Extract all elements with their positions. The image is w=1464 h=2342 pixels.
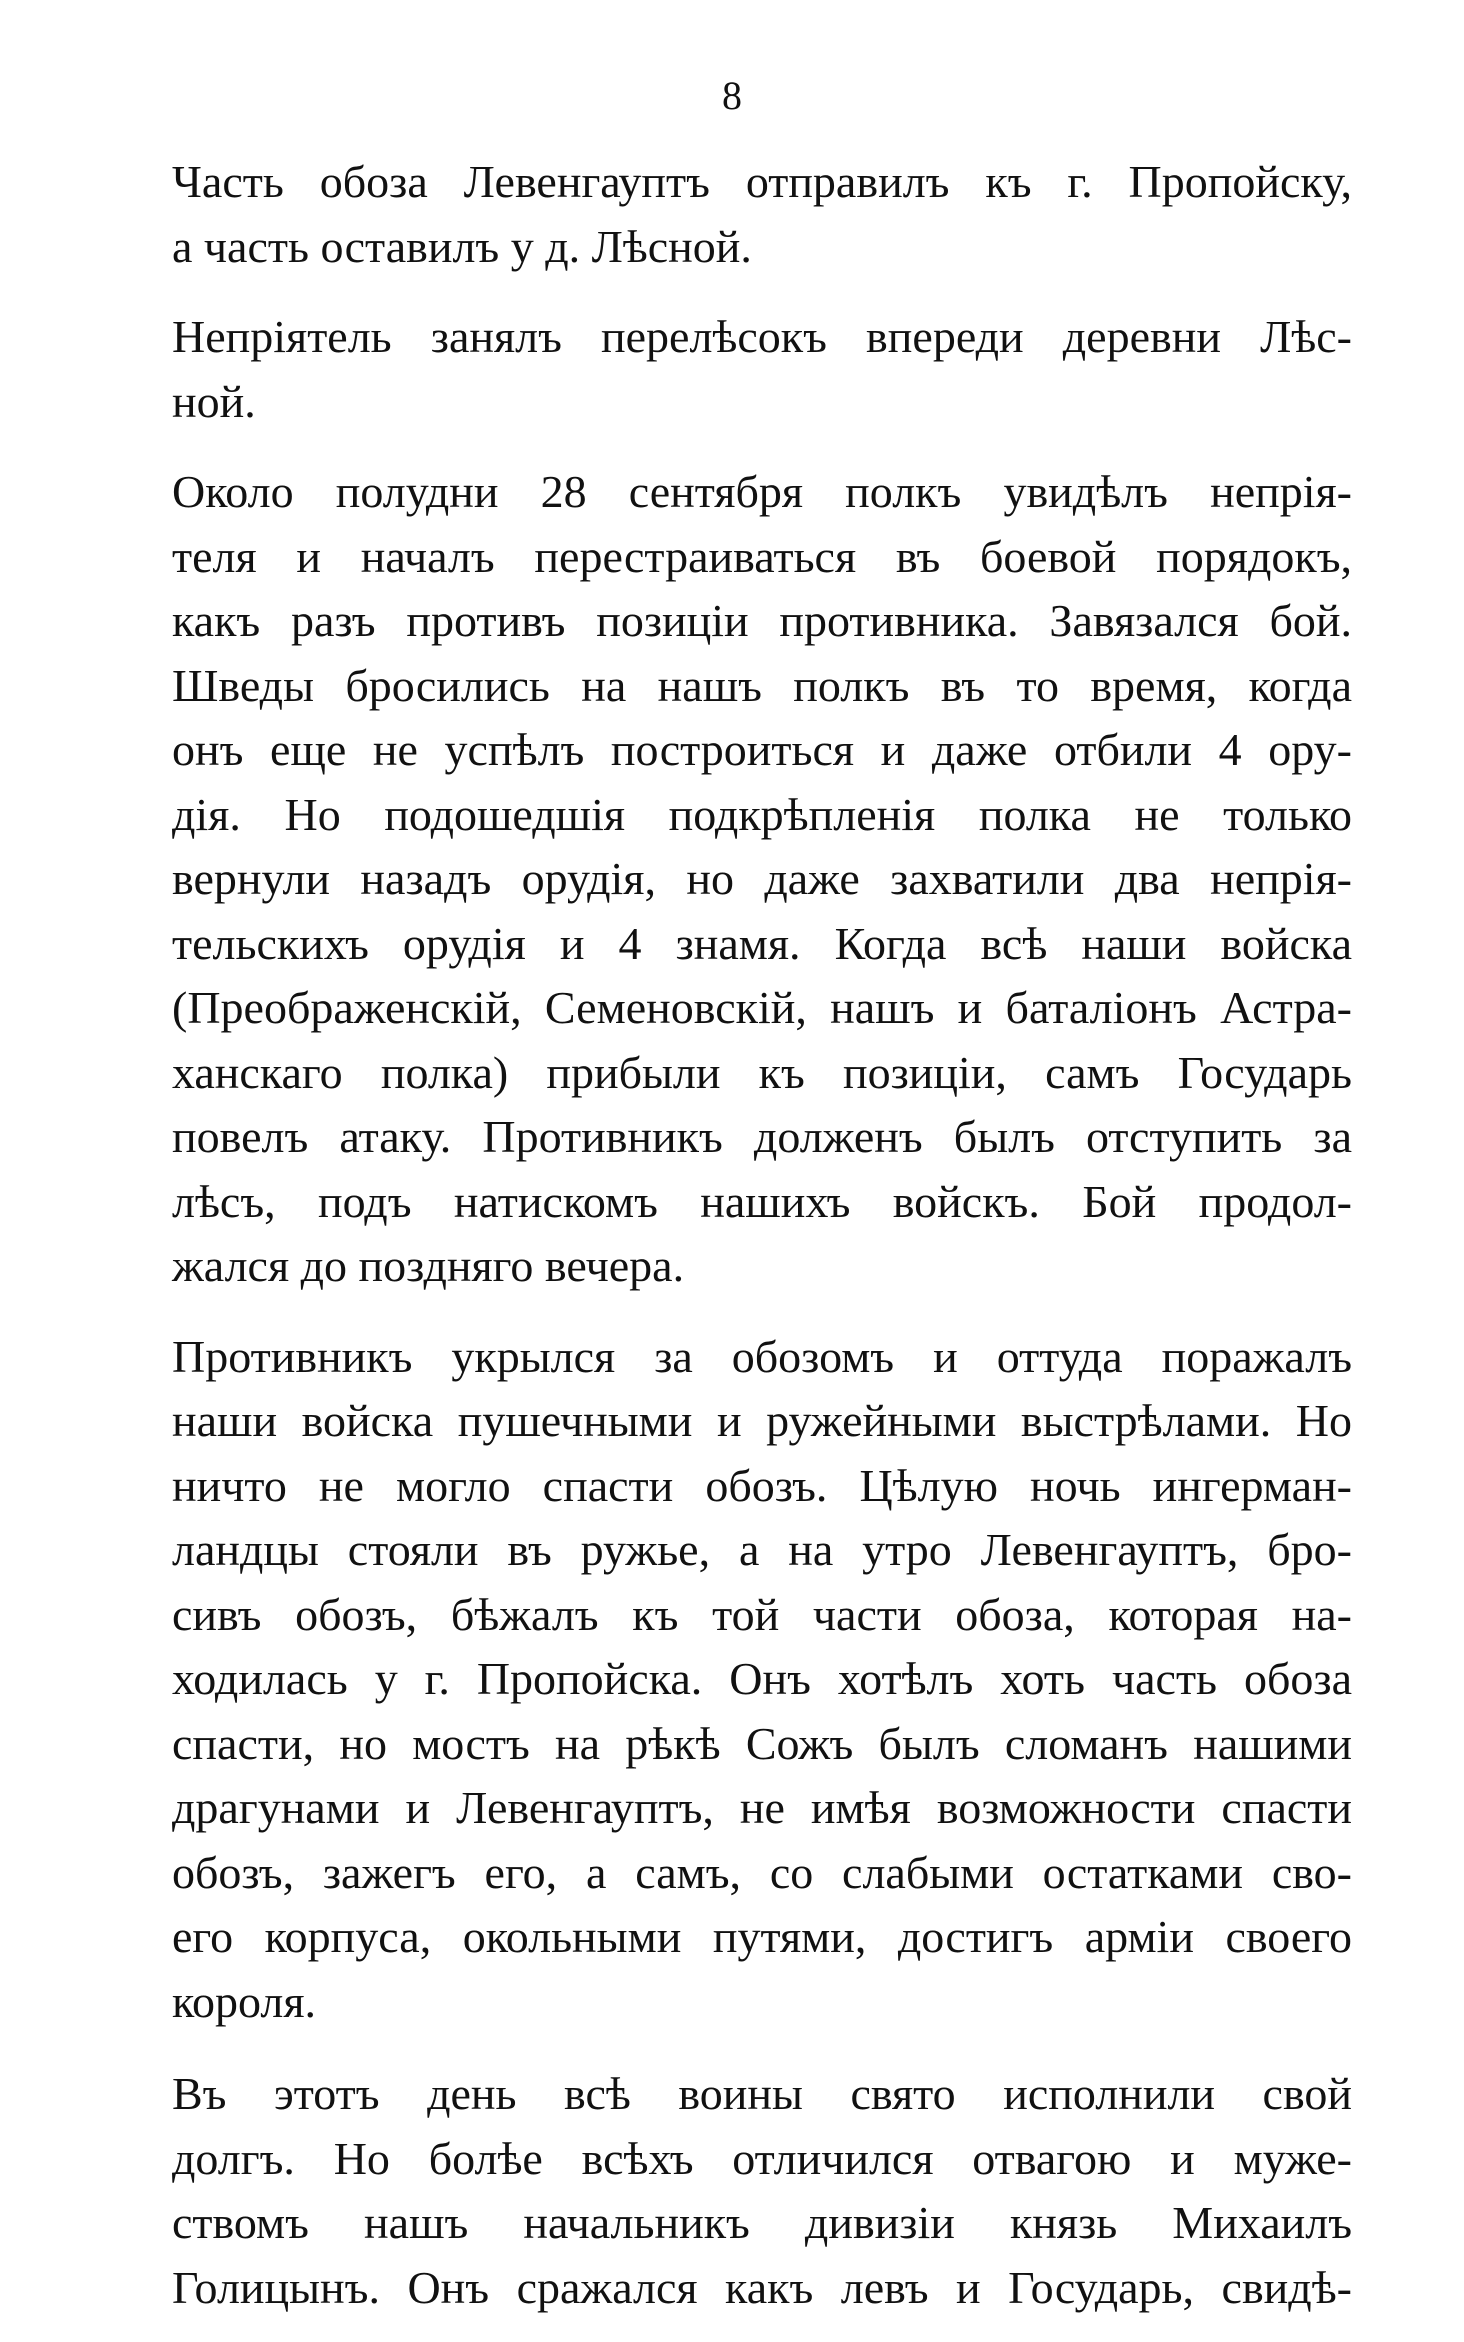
- text-line: вернули назадъ орудія, но даже захватили два непрія-: [172, 853, 1352, 904]
- paragraph-4: [172, 1325, 1352, 2035]
- text-line: Противникъ укрылся за обозомъ и оттуда поражалъ: [172, 1330, 1352, 1382]
- text-line: Въ этотъ день всѣ воины свято исполнили свой: [172, 2068, 1352, 2119]
- text-line: спасти, но мостъ на рѣкѣ Сожъ былъ сломанъ нашими: [172, 1717, 1352, 1769]
- paragraph-5: [172, 2062, 1352, 2320]
- paragraph-3: [172, 460, 1352, 1299]
- text-line: онъ еще не успѣлъ построиться и даже отбили 4 ору-: [172, 724, 1352, 775]
- text-line: обозъ, зажегъ его, а самъ, со слабыми остатками сво-: [172, 1846, 1352, 1898]
- text-line: какъ разъ противъ позиціи противника. Завязался бой.: [172, 595, 1352, 646]
- text-line: Около полудни 28 сентября полкъ увидѣлъ непрія-: [172, 466, 1352, 517]
- text-line: ной.: [172, 375, 256, 427]
- page-number: 8: [722, 73, 742, 118]
- text-line: теля и началъ перестраиваться въ боевой порядокъ,: [172, 530, 1352, 582]
- text-line: Шведы бросились на нашъ полкъ въ то время, когда: [172, 659, 1352, 711]
- text-line: его корпуса, окольными путями, достигъ арміи своего: [172, 1911, 1352, 1962]
- text-line: а часть оставилъ у д. Лѣсной.: [172, 220, 752, 272]
- paragraph-2: [172, 305, 1352, 434]
- text-line: ходилась у г. Пропойска. Онъ хотѣлъ хоть часть обоза: [172, 1653, 1352, 1704]
- text-line: тельскихъ орудія и 4 знамя. Когда всѣ наши войска: [172, 917, 1352, 969]
- text-line: (Преображенскій, Семеновскій, нашъ и баталіонъ Астра-: [172, 982, 1352, 1033]
- text-line: ствомъ нашъ начальникъ дивизіи князь Михаилъ: [172, 2197, 1352, 2248]
- text-line: дія. Но подошедшія подкрѣпленія полка не только: [172, 788, 1352, 840]
- text-line: короля.: [172, 1975, 317, 2027]
- text-line: Голицынъ. Онъ сражался какъ левъ и Государь, свидѣ-: [172, 2261, 1352, 2313]
- text-line: драгунами и Левенгауптъ, не имѣя возможности спасти: [172, 1782, 1352, 1833]
- text-line: лѣсъ, подъ натискомъ нашихъ войскъ. Бой продол-: [172, 1175, 1352, 1227]
- text-line: Часть обоза Левенгауптъ отправилъ къ г. Пропойску,: [172, 156, 1352, 207]
- text-line: жался до поздняго вечера.: [172, 1240, 685, 1291]
- text-line: ландцы стояли въ ружье, а на утро Левенгауптъ, бро-: [172, 1524, 1352, 1575]
- text-line: ханскаго полка) прибыли къ позиціи, самъ Государь: [172, 1046, 1352, 1098]
- paragraph-1: [172, 150, 1352, 279]
- body-text: [172, 150, 1352, 2342]
- text-line: Непріятель занялъ перелѣсокъ впереди деревни Лѣс-: [172, 311, 1352, 362]
- text-line: сивъ обозъ, бѣжалъ къ той части обоза, которая на-: [172, 1588, 1352, 1640]
- text-line: наши войска пушечными и ружейными выстрѣлами. Но: [172, 1395, 1352, 1446]
- text-line: ничто не могло спасти обозъ. Цѣлую ночь ингерман-: [172, 1459, 1352, 1511]
- text-line: долгъ. Но болѣе всѣхъ отличился отвагою и муже-: [172, 2132, 1352, 2184]
- text-line: повелъ атаку. Противникъ долженъ былъ отступить за: [172, 1111, 1352, 1162]
